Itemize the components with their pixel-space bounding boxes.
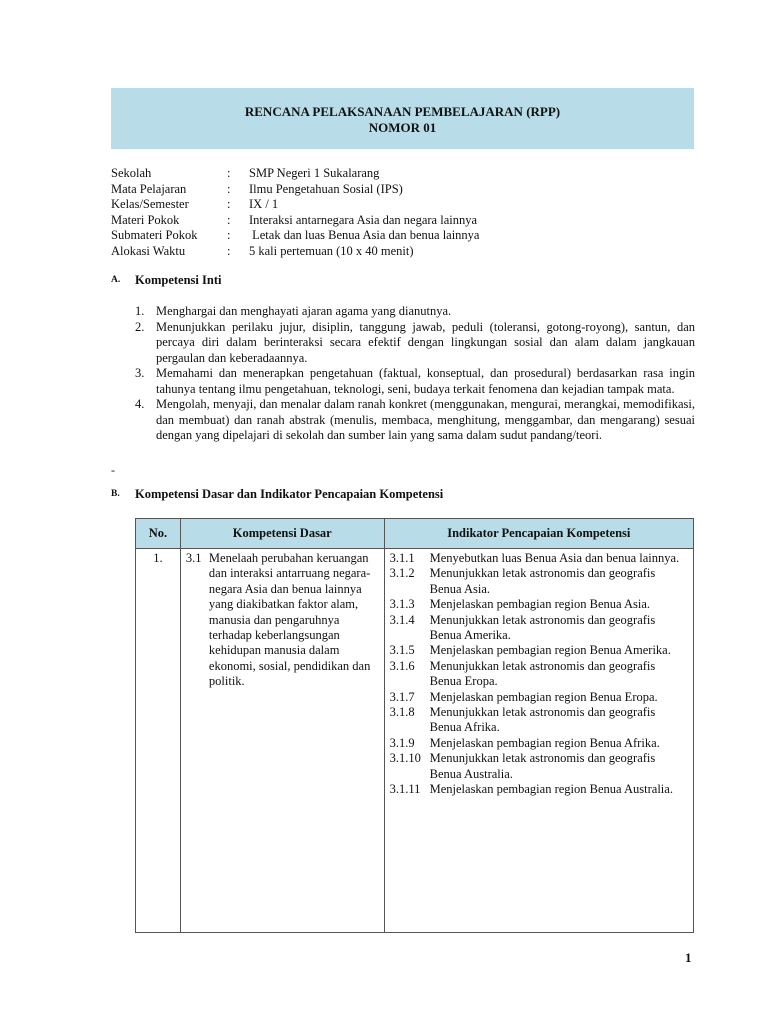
indicator-number: 3.1.4 (389, 612, 415, 627)
indicator-item (390, 782, 688, 797)
section-title: Kompetensi Dasar dan Indikator Pencapaian Kompetensi (135, 487, 444, 501)
section-title: Kompetensi Inti (135, 273, 222, 287)
info-row-kelas-semester (111, 197, 479, 213)
info-colon: : (227, 212, 231, 227)
identity-block (111, 166, 479, 259)
section-letter: B. (111, 489, 120, 499)
section-b-heading (111, 487, 443, 502)
document-number: NOMOR 01 (368, 120, 437, 135)
indicator-number: 3.1.11 (389, 782, 421, 797)
list-text: Memahami dan menerapkan pengetahuan (faktual, konseptual, dan prosedural) berdasarkan rasa ingin tahunya tentang ilmu pengetahuan, teknologi, seni, budaya terkait fenomena dan kejadian tampak mata. (156, 366, 695, 396)
table-row (136, 549, 694, 933)
info-row-materi-pokok (111, 213, 479, 229)
indicator-number: 3.1.5 (389, 643, 415, 658)
kd-number: 3.1 (185, 551, 202, 565)
indicator-item (390, 690, 688, 705)
indicator-item (390, 751, 688, 782)
indicator-item (390, 736, 688, 751)
indicator-number: 3.1.2 (389, 566, 415, 581)
indicator-item (390, 659, 688, 690)
indicator-number: 3.1.3 (389, 597, 415, 612)
indicator-item (390, 566, 688, 597)
section-a-heading (111, 273, 221, 288)
indicator-number: 3.1.10 (389, 751, 421, 766)
info-colon: : (227, 166, 231, 180)
kompetensi-inti-list (135, 304, 695, 444)
competency-table (135, 518, 694, 933)
list-item (135, 320, 695, 367)
indicator-number: 3.1.1 (389, 551, 415, 565)
document-title: RENCANA PELAKSANAAN PEMBELAJARAN (RPP) (244, 104, 561, 119)
indicator-item (390, 551, 688, 566)
table-header-row (136, 519, 694, 549)
header-kompetensi-dasar: Kompetensi Dasar (180, 519, 384, 549)
indicator-text: Menjelaskan pembagian region Benua Australia. (429, 782, 673, 797)
info-label: Materi Pokok (111, 212, 180, 227)
indicator-number: 3.1.7 (389, 689, 415, 704)
info-value: IX / 1 (249, 197, 279, 211)
info-row-sekolah (111, 166, 479, 182)
indicator-item (390, 597, 688, 612)
info-colon: : (227, 243, 231, 258)
info-value: Letak dan luas Benua Asia dan benua lainnya (249, 228, 480, 242)
indicator-number: 3.1.8 (389, 705, 415, 720)
indicator-cell (384, 549, 693, 933)
list-text: Menghargai dan menghayati ajaran agama yang dianutnya. (156, 304, 452, 318)
info-value: SMP Negeri 1 Sukalarang (249, 166, 380, 180)
indicator-text: Menunjukkan letak astronomis dan geografis Benua Amerika. (429, 612, 656, 643)
list-number: 1. (135, 304, 145, 318)
row-number: 1. (136, 549, 181, 933)
indicator-text: Menjelaskan pembagian region Benua Asia. (429, 597, 651, 612)
list-text: Mengolah, menyaji, dan menalar dalam ranah konkret (menggunakan, mengurai, merangkai, memodifikasi, dan membuat) dan ranah abstrak (menulis, membaca, menghitung, menggambar, dan mengarang) sesuai dengan yang dipelajari di sekolah dan sumber lain yang sama dalam sudut pandang/teori. (156, 397, 695, 442)
list-text: Menunjukkan perilaku jujur, disiplin, tanggung jawab, peduli (toleransi, gotong-royong), santun, dan percaya diri dalam berinteraksi secara efektif dengan lingkungan sosial dan alam dalam jangkauan pergaulan dan keberadaannya. (156, 319, 695, 365)
info-colon: : (227, 197, 231, 211)
page-number: 1 (685, 950, 692, 965)
list-item (135, 304, 695, 320)
document-title-box (111, 88, 694, 149)
info-colon: : (227, 181, 231, 196)
list-item (135, 366, 695, 397)
list-number: 4. (135, 397, 145, 411)
indicator-text: Menjelaskan pembagian region Benua Afrika. (429, 735, 660, 750)
kompetensi-dasar-cell (180, 549, 384, 933)
info-value: 5 kali pertemuan (10 x 40 menit) (249, 243, 414, 258)
indicator-text: Menyebutkan luas Benua Asia dan benua lainnya. (429, 551, 680, 565)
info-row-mata-pelajaran (111, 182, 479, 198)
indicator-item (390, 643, 688, 658)
list-item (135, 397, 695, 444)
indicator-text: Menunjukkan letak astronomis dan geografis Benua Asia. (429, 566, 656, 596)
list-number: 3. (135, 366, 145, 380)
indicator-number: 3.1.6 (389, 658, 415, 673)
list-number: 2. (135, 319, 145, 334)
indicator-number: 3.1.9 (389, 735, 415, 750)
info-label: Alokasi Waktu (111, 243, 186, 258)
info-colon: : (227, 228, 231, 242)
info-label: Submateri Pokok (111, 228, 198, 242)
indicator-item (390, 705, 688, 736)
indicator-text: Menunjukkan letak astronomis dan geografis Benua Eropa. (429, 658, 656, 689)
header-indikator: Indikator Pencapaian Kompetensi (384, 519, 693, 549)
header-no: No. (136, 519, 181, 549)
kd-item (186, 551, 379, 690)
info-row-submateri-pokok (111, 228, 479, 244)
stray-dash: - (111, 463, 115, 477)
indicator-item (390, 613, 688, 644)
info-label: Sekolah (111, 166, 152, 180)
indicator-text: Menjelaskan pembagian region Benua Eropa. (429, 689, 658, 704)
kd-text: Menelaah perubahan keruangan dan interaksi antarruang negara-negara Asia dan benua lainnya yang diakibatkan faktor alam, manusia dan pengaruhnya terhadap keberlangsungan kehidupan manusia dalam ekonomi, sosial, pendidikan dan politik. (208, 551, 371, 689)
info-value: Ilmu Pengetahuan Sosial (IPS) (249, 181, 403, 196)
info-value: Interaksi antarnegara Asia dan negara lainnya (249, 212, 478, 227)
indicator-text: Menunjukkan letak astronomis dan geografis Benua Afrika. (429, 705, 656, 735)
section-letter: A. (111, 275, 121, 285)
info-label: Kelas/Semester (111, 197, 189, 211)
info-label: Mata Pelajaran (111, 181, 187, 196)
info-row-alokasi-waktu (111, 244, 479, 260)
indicator-text: Menunjukkan letak astronomis dan geografis Benua Australia. (429, 751, 656, 781)
indicator-text: Menjelaskan pembagian region Benua Amerika. (429, 643, 671, 658)
